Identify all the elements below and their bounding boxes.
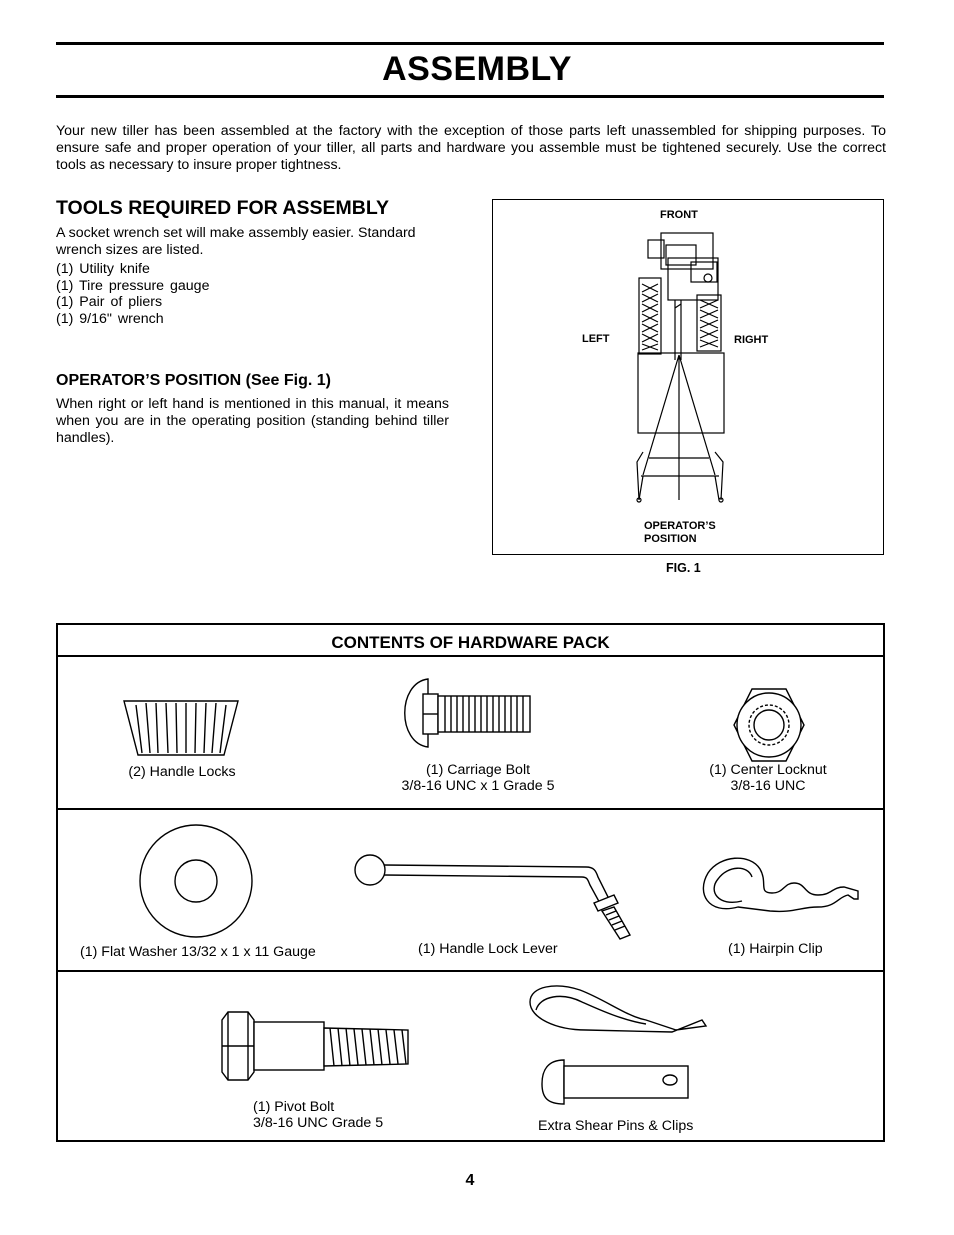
- flat-washer-icon: [138, 825, 258, 945]
- fig-label-operator-position: OPERATOR’S POSITION: [644, 520, 716, 545]
- tools-heading: TOOLS REQUIRED FOR ASSEMBLY: [56, 197, 389, 219]
- shear-pins-caption: Extra Shear Pins & Clips: [538, 1118, 694, 1134]
- tool-item: (1) Pair of pliers: [56, 294, 163, 310]
- flat-washer-caption: (1) Flat Washer 13/32 x 1 x 11 Gauge: [80, 944, 316, 960]
- center-locknut-caption: (1) Center Locknut 3/8-16 UNC: [709, 762, 827, 794]
- intro-paragraph: Your new tiller has been assembled at the factory with the exception of those parts left unassembled for shipping purposes. To ensure safe and proper operation of your tiller, all parts and hardware you assemble must be tightened securely. Use the correct tools as necessary to insure proper tightness.: [56, 123, 886, 173]
- tools-list: [56, 261, 209, 327]
- shear-pins-clips-icon: [526, 980, 716, 1110]
- center-locknut-icon: [730, 687, 810, 767]
- handle-locks-caption: (2) Handle Locks: [128, 764, 236, 780]
- figure-caption: FIG. 1: [666, 561, 701, 575]
- handle-lock-lever-caption: (1) Handle Lock Lever: [418, 941, 558, 957]
- pivot-bolt-caption: (1) Pivot Bolt 3/8-16 UNC Grade 5: [253, 1099, 384, 1131]
- title-underline-rule: [56, 95, 884, 98]
- handle-lock-icon: [120, 695, 250, 765]
- hardware-pack-title: CONTENTS OF HARDWARE PACK: [331, 633, 610, 652]
- fig-label-right: RIGHT: [734, 334, 769, 346]
- hairpin-clip-caption: (1) Hairpin Clip: [728, 941, 823, 957]
- tool-item: (1) Tire pressure gauge: [56, 277, 210, 294]
- operator-heading: OPERATOR’S POSITION (See Fig. 1): [56, 372, 332, 389]
- tiller-top-view-illustration: [493, 200, 883, 554]
- fig-label-left: LEFT: [582, 333, 610, 345]
- operator-text: When right or left hand is mentioned in this manual, it means when you are in the operating position (standing behind tiller handles).: [56, 396, 449, 446]
- hardware-divider: [58, 655, 883, 657]
- carriage-bolt-icon: [403, 677, 543, 747]
- hardware-divider: [58, 970, 883, 972]
- pivot-bolt-icon: [218, 1008, 418, 1088]
- tool-item: (1) 9/16" wrench: [56, 310, 164, 327]
- hardware-divider: [58, 808, 883, 810]
- page-title: ASSEMBLY: [382, 50, 572, 88]
- hairpin-clip-icon: [698, 853, 868, 933]
- page-number: 4: [465, 1172, 475, 1189]
- top-rule: [56, 42, 884, 45]
- tools-text: A socket wrench set will make assembly easier. Standard wrench sizes are listed.: [56, 225, 416, 258]
- hardware-pack-box: [56, 623, 885, 1142]
- carriage-bolt-caption: (1) Carriage Bolt 3/8-16 UNC x 1 Grade 5: [401, 762, 555, 794]
- tool-item: (1) Utility knife: [56, 261, 150, 277]
- figure-1-box: [492, 199, 884, 555]
- fig-label-front: FRONT: [660, 209, 698, 221]
